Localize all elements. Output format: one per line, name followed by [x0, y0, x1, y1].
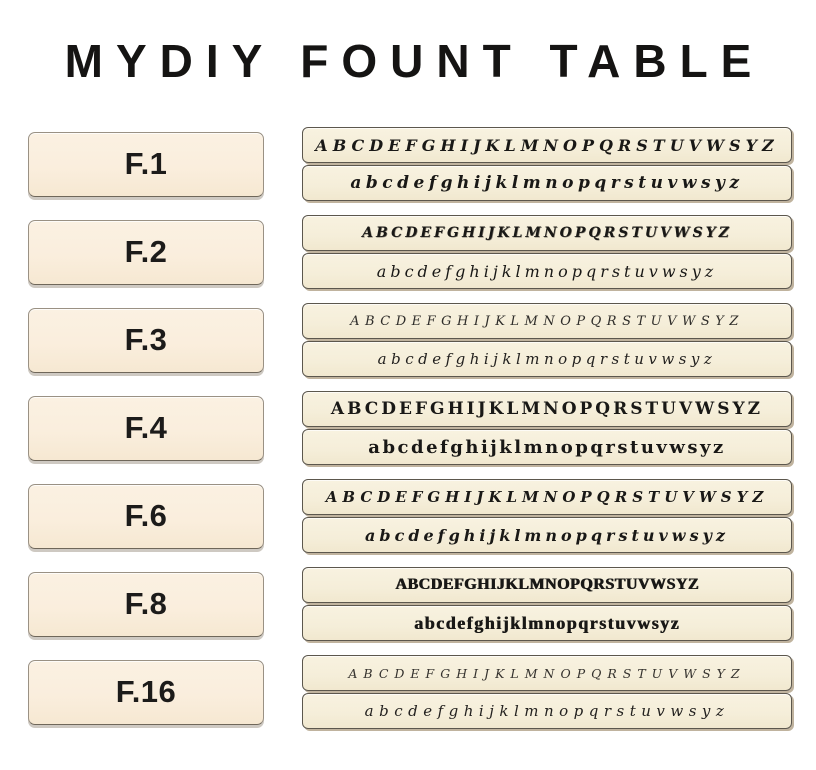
font-table: [0, 127, 816, 729]
uppercase-sample-bar: ABCDEFGHIJKLMNOPQRSTUVWSYZ: [302, 215, 792, 251]
font-label: F.16: [115, 674, 177, 709]
font-row-f16: [0, 655, 816, 729]
lowercase-sample-bar: abcdefghijklmnopqrstuvwsyz: [302, 517, 792, 553]
lowercase-sample-bar: abcdefghijklmnopqrstuvwsyz: [302, 605, 792, 641]
font-label-plate-f8: [28, 572, 264, 637]
uppercase-sample-bar: ABCDEFGHIJKLMNOPQRSTUVWSYZ: [302, 655, 792, 691]
sample-plates-f8: [302, 567, 792, 641]
font-label: F.8: [124, 586, 168, 621]
lowercase-sample-bar: abcdefghijklmnopqrstuvwsyz: [302, 341, 792, 377]
sample-plates-f6: [302, 479, 792, 553]
lowercase-sample-bar: abcdefghijklmnopqrstuvwsyz: [302, 693, 792, 729]
uppercase-sample-bar: ABCDEFGHIJKLMNOPQRSTUVWSYZ: [302, 567, 792, 603]
font-label: F.1: [124, 146, 168, 181]
uppercase-sample-bar: ABCDEFGHIJKLMNOPQRSTUVWSYZ: [302, 127, 792, 163]
lowercase-sample-bar: abcdefghijklmnopqrstuvwsyz: [302, 253, 792, 289]
sample-plates-f2: [302, 215, 792, 289]
lowercase-sample-bar: abcdefghijklmnopqrstuvwsyz: [302, 165, 792, 201]
lowercase-sample-bar: abcdefghijklmnopqrstuvwsyz: [302, 429, 792, 465]
font-label-plate-f1: [28, 132, 264, 197]
font-label: F.4: [124, 410, 168, 445]
uppercase-sample-bar: ABCDEFGHIJKLMNOPQRSTUVWSYZ: [302, 303, 792, 339]
font-label: F.6: [124, 498, 168, 533]
sample-plates-f3: [302, 303, 792, 377]
page-title: MYDIY FOUNT TABLE: [64, 35, 765, 87]
uppercase-sample-bar: ABCDEFGHIJKLMNOPQRSTUVWSYZ: [302, 391, 792, 427]
sample-plates-f16: [302, 655, 792, 729]
font-label-plate-f6: [28, 484, 264, 549]
font-row-f8: [0, 567, 816, 641]
uppercase-sample-bar: ABCDEFGHIJKLMNOPQRSTUVWSYZ: [302, 479, 792, 515]
font-row-f2: [0, 215, 816, 289]
font-label-plate-f16: [28, 660, 264, 725]
font-label: F.3: [124, 322, 168, 357]
font-row-f6: [0, 479, 816, 553]
font-row-f3: [0, 303, 816, 377]
sample-plates-f4: [302, 391, 792, 465]
font-label-plate-f3: [28, 308, 264, 373]
font-label-plate-f2: [28, 220, 264, 285]
sample-plates-f1: [302, 127, 792, 201]
font-label-plate-f4: [28, 396, 264, 461]
font-row-f1: [0, 127, 816, 201]
font-label: F.2: [124, 234, 168, 269]
font-row-f4: [0, 391, 816, 465]
